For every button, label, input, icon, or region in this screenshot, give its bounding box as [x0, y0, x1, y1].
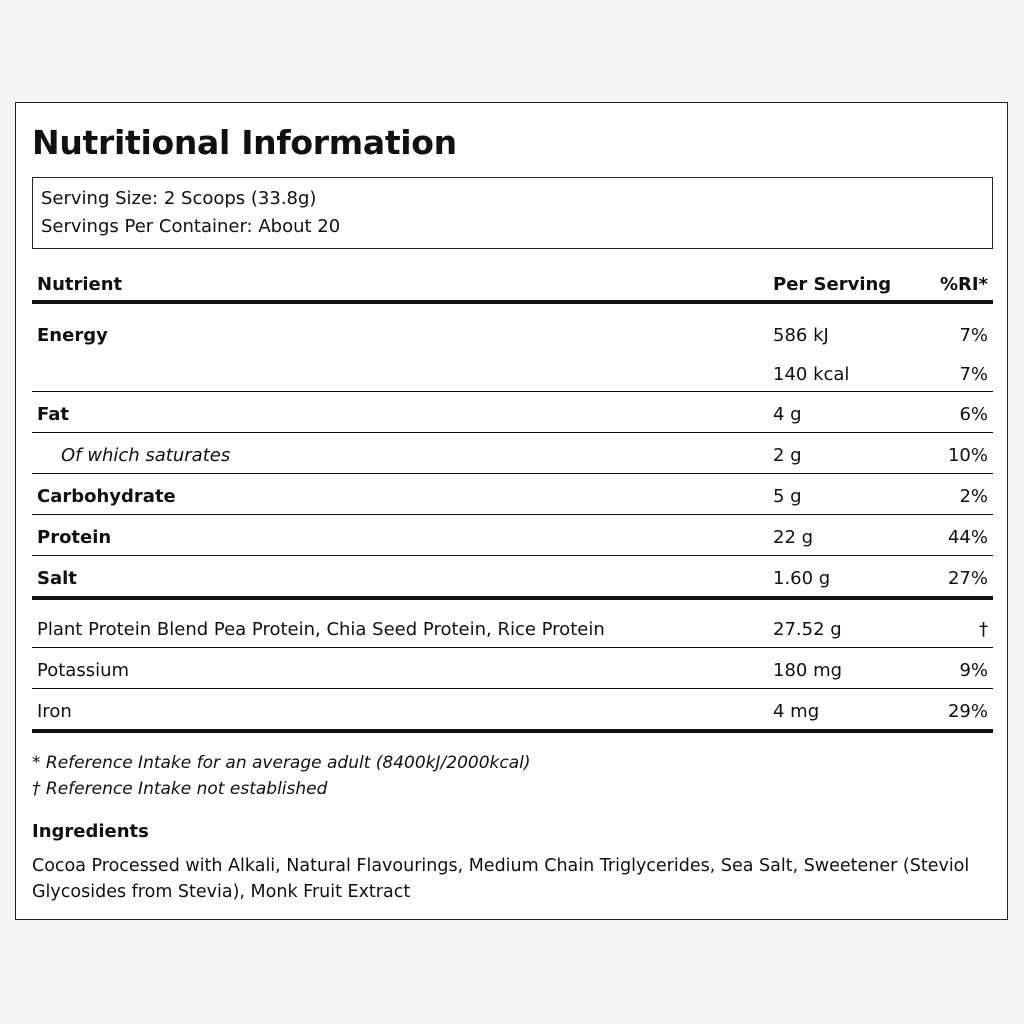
- per-serving-value: 180 mg: [773, 660, 843, 681]
- ri-value: †: [979, 619, 988, 640]
- header-ri: %RI*: [939, 274, 988, 295]
- row-divider: [32, 473, 993, 474]
- ri-footnote: * Reference Intake for an average adult (8400kJ/2000kcal): [32, 753, 531, 773]
- row-divider: [32, 514, 993, 515]
- nutrient-name: Protein: [37, 527, 112, 548]
- ri-value: 7%: [959, 325, 988, 346]
- nutrition-panel: [15, 102, 1008, 920]
- nutrient-name: Plant Protein Blend Pea Protein, Chia Seed Protein, Rice Protein: [37, 619, 605, 640]
- nutrient-name: Potassium: [37, 660, 130, 681]
- per-serving-value: 140 kcal: [773, 364, 850, 385]
- ingredients-text: Cocoa Processed with Alkali, Natural Flavourings, Medium Chain Triglycerides, Sea Salt, Sweetener (Steviol Glycosides from Stevia), Monk Fruit Extract: [32, 856, 970, 902]
- row-divider: [32, 647, 993, 648]
- ri-value: 9%: [959, 660, 988, 681]
- nutrient-name: Fat: [37, 404, 69, 425]
- dagger-footnote: † Reference Intake not established: [32, 779, 328, 799]
- ri-value: 6%: [959, 404, 988, 425]
- per-serving-value: 4 mg: [773, 701, 820, 722]
- servings-per-container: Servings Per Container: About 20: [41, 216, 341, 237]
- ri-value: 27%: [947, 568, 988, 589]
- nutrient-name: Salt: [37, 568, 77, 589]
- per-serving-value: 1.60 g: [773, 568, 831, 589]
- serving-size: Serving Size: 2 Scoops (33.8g): [41, 188, 317, 209]
- ingredients-heading: Ingredients: [32, 821, 149, 842]
- nutrient-name: Carbohydrate: [37, 486, 176, 507]
- ri-value: 2%: [959, 486, 988, 507]
- table-bottom-rule: [32, 729, 993, 733]
- nutrient-name: Energy: [37, 325, 108, 346]
- per-serving-value: 2 g: [773, 445, 802, 466]
- row-divider: [32, 555, 993, 556]
- header-rule: [32, 300, 993, 304]
- ri-value: 10%: [947, 445, 988, 466]
- per-serving-value: 5 g: [773, 486, 802, 507]
- ri-value: 29%: [947, 701, 988, 722]
- ri-value: 44%: [947, 527, 988, 548]
- ri-value: 7%: [959, 364, 988, 385]
- per-serving-value: 586 kJ: [773, 325, 829, 346]
- header-nutrient: Nutrient: [37, 274, 123, 295]
- section-rule: [32, 596, 993, 600]
- header-per-serving: Per Serving: [773, 274, 892, 295]
- serving-info-box: [32, 177, 993, 249]
- nutrient-name: Of which saturates: [61, 445, 231, 466]
- per-serving-value: 22 g: [773, 527, 814, 548]
- row-divider: [32, 391, 993, 392]
- page-title: Nutritional Information: [32, 123, 457, 162]
- row-divider: [32, 432, 993, 433]
- footnotes: [32, 750, 531, 802]
- per-serving-value: 27.52 g: [773, 619, 842, 640]
- row-divider: [32, 688, 993, 689]
- per-serving-value: 4 g: [773, 404, 802, 425]
- nutrient-name: Iron: [37, 701, 72, 722]
